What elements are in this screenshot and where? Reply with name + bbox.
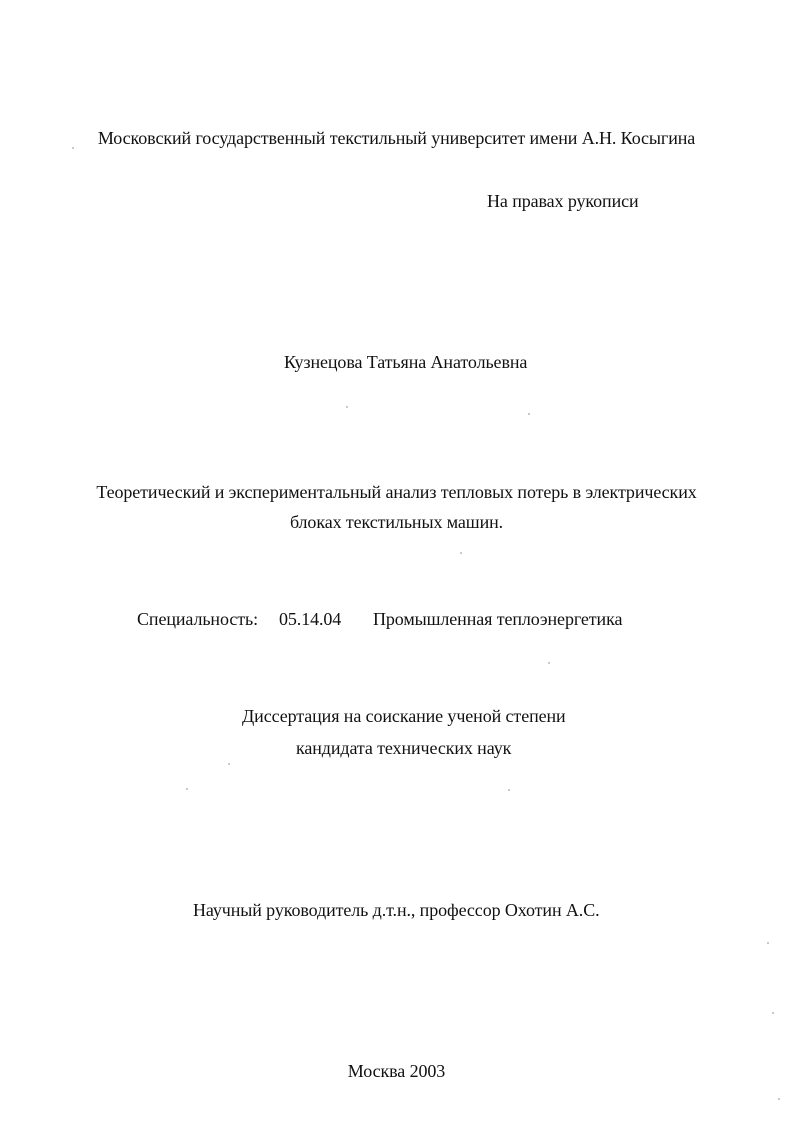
rights-note: На правах рукописи	[487, 191, 639, 211]
author-name: Кузнецова Татьяна Анатольевна	[284, 352, 528, 372]
supervisor: Научный руководитель д.т.н., профессор Охотин А.С.	[193, 900, 600, 920]
scan-speck	[346, 406, 348, 408]
thesis-title-line-2: блоках текстильных машин.	[289, 512, 504, 532]
dissertation-line-2: кандидата технических наук	[296, 738, 512, 758]
scan-speck	[548, 662, 550, 664]
university-name: Московский государственный текстильный университет имени А.Н. Косыгина	[97, 128, 696, 148]
scan-speck	[508, 789, 510, 791]
scan-speck	[186, 788, 188, 790]
specialty-code: 05.14.04	[279, 609, 342, 629]
scan-speck	[772, 1012, 774, 1014]
scan-speck	[228, 763, 230, 765]
specialty-label: Специальность:	[137, 609, 258, 629]
scan-speck	[460, 552, 462, 554]
scan-speck	[778, 1098, 780, 1100]
city-year: Москва 2003	[347, 1061, 446, 1081]
dissertation-line-1: Диссертация на соискание ученой степени	[242, 706, 566, 726]
scan-speck	[528, 413, 530, 415]
scan-speck	[767, 942, 769, 944]
thesis-title-line-1: Теоретический и экспериментальный анализ тепловых потерь в электрических	[96, 482, 697, 502]
specialty-name: Промышленная теплоэнергетика	[373, 609, 623, 629]
scan-speck	[72, 147, 74, 149]
